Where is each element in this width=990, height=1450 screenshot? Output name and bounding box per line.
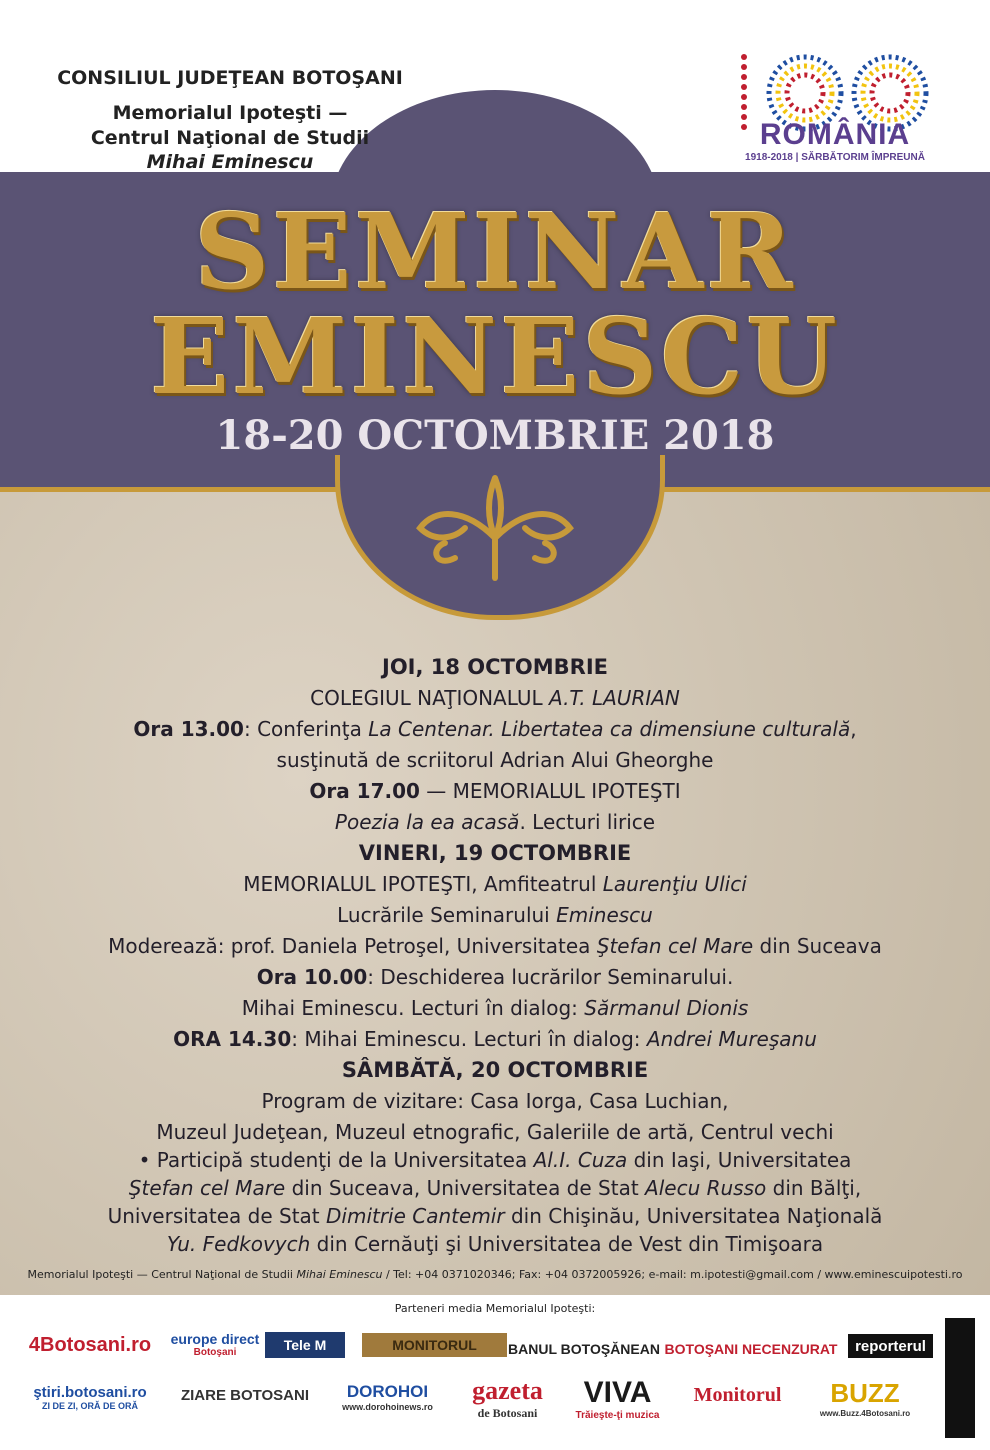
- day3-visit: Program de vizitare: Casa Iorga, Casa Luchian,: [261, 1089, 729, 1113]
- org-memorial: Memorialul Ipoteşti —: [112, 102, 348, 124]
- romania-label: ROMÂNIA: [759, 118, 911, 151]
- title-seminar: SEMINAR: [194, 190, 796, 313]
- ornament-icon: [395, 468, 595, 588]
- partner-gazeta[interactable]: gazeta de Botosani: [472, 1375, 543, 1420]
- program-day2: [20, 838, 970, 1055]
- day2-moderator: Moderează: prof. Daniela Petroşel, Universitatea Ştefan cel Mare din Suceava: [108, 934, 882, 958]
- day2-venue: MEMORIALUL IPOTEŞTI, Amfiteatrul Laurenţiu Ulici: [243, 872, 747, 896]
- partner-reporterul[interactable]: reporterul: [848, 1334, 933, 1358]
- gold-trim-right: [645, 487, 990, 492]
- partner-europe-direct[interactable]: europe direct Botoşani: [170, 1330, 260, 1358]
- partner-dorohoi-news[interactable]: DOROHOI www.dorohoinews.ro: [342, 1382, 433, 1412]
- day3-places: Muzeul Judeţean, Muzeul etnografic, Galeriile de artă, Centrul vechi: [156, 1120, 834, 1144]
- program-day3: [20, 1055, 970, 1148]
- partner-monitorul[interactable]: Monitorul: [693, 1383, 782, 1406]
- partner-ziare-botosani[interactable]: ZIARE BOTOSANI: [180, 1386, 310, 1404]
- day1-venue: COLEGIUL NAŢIONALUL A.T. LAURIAN: [310, 686, 680, 710]
- day3-date: SÂMBĂTĂ, 20 OCTOMBRIE: [341, 1058, 649, 1082]
- org-council: CONSILIUL JUDEŢEAN BOTOŞANI: [57, 67, 403, 89]
- day2-date: VINERI, 19 OCTOMBRIE: [358, 841, 632, 865]
- partner-botosani-necenzurat[interactable]: BOTOŞANI NECENZURAT: [664, 1341, 838, 1357]
- day1-speaker: susţinută de scriitorul Adrian Alui Gheorghe: [276, 748, 714, 772]
- day1-evening: Ora 17.00 — MEMORIALUL IPOTEŞTI: [309, 779, 681, 803]
- romania-tagline: 1918-2018 | SĂRBĂTORIM ÎMPREUNĂ: [745, 152, 925, 163]
- org-center: Centrul Naţional de Studii: [90, 127, 370, 149]
- partners-area: [0, 1295, 990, 1450]
- partner-viva-fm[interactable]: VIVA Trăieşte-ţi muzica: [575, 1375, 660, 1421]
- partner-telem[interactable]: Tele M: [265, 1332, 345, 1358]
- day1-date: JOI, 18 OCTOMBRIE: [382, 655, 608, 679]
- title-eminescu: EMINESCU: [150, 295, 840, 418]
- partner-monitorul-banner[interactable]: MONITORUL: [362, 1333, 507, 1357]
- day2-dionis: Mihai Eminescu. Lecturi în dialog: Sărmanul Dionis: [241, 996, 749, 1020]
- day1-readings: Poezia la ea acasă. Lecturi lirice: [334, 810, 656, 834]
- participants-note: • Participă studenţi de la Universitatea Al.I. Cuza din Iaşi, Universitatea Ştefan cel Mare din Suceava, Universitatea de Stat Alecu Russo din Bălţi, Universitatea de Stat Dimitrie Cantemir din Chişinău, Universitatea Naţională Yu. Fedkovych din Cernăuţi şi Universitatea de Vest din Timişoara: [107, 1148, 883, 1256]
- program-day1: [20, 652, 970, 838]
- partners-title: Parteneri media Memorialul Ipoteşti:: [394, 1302, 596, 1315]
- partner-stiri-botosani[interactable]: ştiri.botosani.ro ZI DE ZI, ORĂ DE ORĂ: [33, 1383, 147, 1411]
- partner-4botosani[interactable]: 4Botosani.ro: [28, 1333, 152, 1356]
- centenary-number: 100: [730, 30, 761, 49]
- partner-botosaneanul-icon[interactable]: [945, 1318, 975, 1438]
- day1-conference: Ora 13.00: Conferinţa La Centenar. Libertatea ca dimensiune culturală,: [133, 717, 857, 741]
- event-dates: 18-20 OCTOMBRIE 2018: [215, 412, 775, 459]
- partner-banul[interactable]: BANUL BOTOŞĂNEAN: [508, 1341, 660, 1357]
- day2-opening: Ora 10.00: Deschiderea lucrărilor Seminarului.: [256, 965, 734, 989]
- contact-footer: Memorialul Ipoteşti — Centrul Naţional de Studii Mihai Eminescu / Tel: +04 0371020346; Fax: +04 0372005926; e-mail: m.ipotesti@gmail.com / www.eminescuipotesti.ro: [27, 1268, 963, 1281]
- org-eminescu: Mihai Eminescu: [146, 151, 314, 173]
- gold-trim-left: [0, 487, 345, 492]
- partner-buzz[interactable]: BUZZ www.Buzz.4Botosani.ro: [819, 1378, 911, 1418]
- day2-afternoon: ORA 14.30: Mihai Eminescu. Lecturi în dialog: Andrei Mureşanu: [173, 1027, 817, 1051]
- day2-works: Lucrările Seminarului Eminescu: [337, 903, 653, 927]
